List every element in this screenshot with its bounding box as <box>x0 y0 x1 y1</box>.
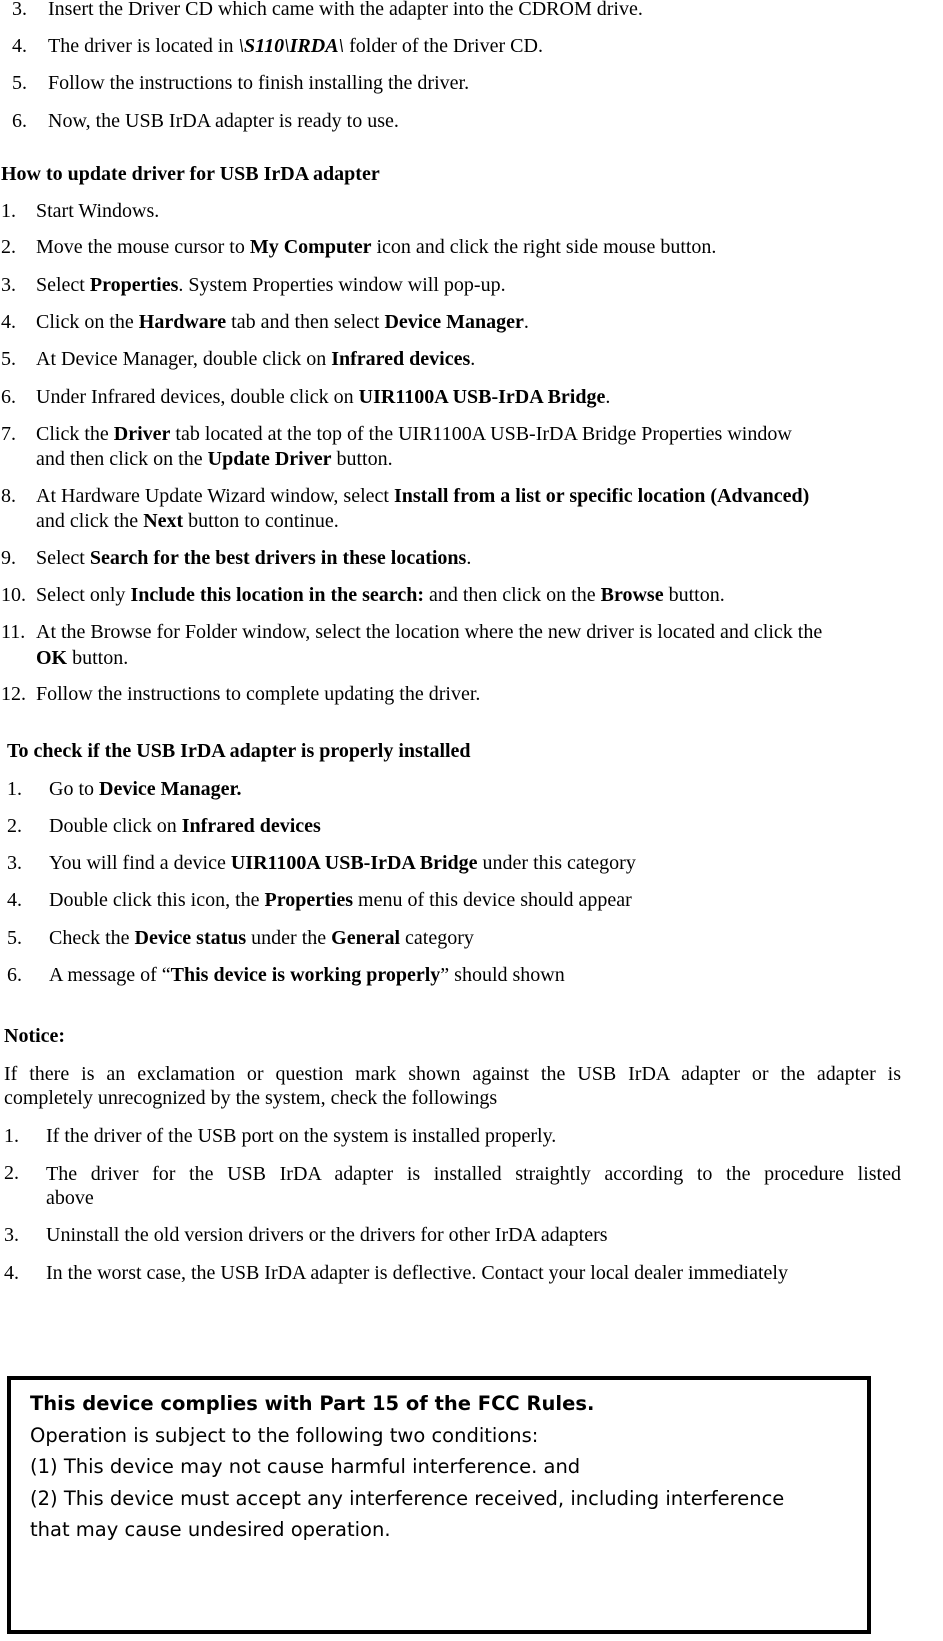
update-step-number: 4. <box>1 311 16 333</box>
notice-item-number: 3. <box>4 1224 19 1246</box>
update-step-text: Click the Driver tab located at the top of the UIR1100A USB-IrDA Bridge Properties window <box>36 423 792 445</box>
update-step-text: Follow the instructions to complete updating the driver. <box>36 683 481 705</box>
update-step-number: 11. <box>1 621 26 643</box>
update-step-number: 8. <box>1 485 16 507</box>
notice-item-text: The driver for the USB IrDA adapter is installed straightly according to the procedure listed <box>46 1163 901 1185</box>
update-step-text: Click on the Hardware tab and then select Device Manager. <box>36 311 529 333</box>
check-step-text: Double click on Infrared devices <box>49 815 321 837</box>
install-step-3-number: 3. <box>12 0 27 20</box>
update-step-number: 6. <box>1 386 16 408</box>
update-step-number: 3. <box>1 274 16 296</box>
update-step-text: Select only Include this location in the search: and then click on the Browse button. <box>36 584 725 606</box>
notice-item-text-continued: above <box>46 1187 94 1209</box>
check-step-number: 3. <box>7 852 22 874</box>
update-step-number: 5. <box>1 348 16 370</box>
update-step-text: Select Search for the best drivers in these locations. <box>36 547 472 569</box>
notice-item-number: 4. <box>4 1262 19 1284</box>
check-step-number: 1. <box>7 778 22 800</box>
check-step-number: 4. <box>7 889 22 911</box>
notice-item-text: Uninstall the old version drivers or the drivers for other IrDA adapters <box>46 1224 608 1246</box>
update-step-number: 10. <box>1 584 26 606</box>
notice-paragraph-line1: If there is an exclamation or question mark shown against the USB IrDA adapter or the adapter is <box>4 1063 901 1085</box>
notice-item-number: 2. <box>4 1162 19 1184</box>
check-step-text: Go to Device Manager. <box>49 778 242 800</box>
update-step-text: Under Infrared devices, double click on UIR1100A USB-IrDA Bridge. <box>36 386 611 408</box>
check-step-number: 2. <box>7 815 22 837</box>
check-step-number: 5. <box>7 927 22 949</box>
fcc-line-3: (2) This device must accept any interference received, including interference <box>30 1487 785 1510</box>
fcc-line-4: that may cause undesired operation. <box>30 1518 391 1541</box>
update-step-text-continued: and then click on the Update Driver button. <box>36 448 393 470</box>
update-step-number: 12. <box>1 683 26 705</box>
notice-item-text: If the driver of the USB port on the system is installed properly. <box>46 1125 557 1147</box>
update-step-number: 7. <box>1 423 16 445</box>
update-step-text-continued: OK button. <box>36 647 129 669</box>
install-step-5-text: Follow the instructions to finish installing the driver. <box>48 72 470 94</box>
install-step-4-text: The driver is located in \S110\IRDA\ folder of the Driver CD. <box>48 35 543 57</box>
update-step-text: At Device Manager, double click on Infrared devices. <box>36 348 476 370</box>
update-step-text: Start Windows. <box>36 200 160 222</box>
update-step-number: 1. <box>1 200 16 222</box>
update-step-number: 2. <box>1 236 16 258</box>
install-step-5-number: 5. <box>12 72 27 94</box>
fcc-line-2: (1) This device may not cause harmful interference. and <box>30 1455 581 1478</box>
install-step-6-number: 6. <box>12 110 27 132</box>
fcc-compliance-box <box>7 1376 871 1634</box>
install-step-6-text: Now, the USB IrDA adapter is ready to use. <box>48 110 399 132</box>
check-step-text: Double click this icon, the Properties menu of this device should appear <box>49 889 632 911</box>
notice-item-number: 1. <box>4 1125 19 1147</box>
update-step-text: Move the mouse cursor to My Computer icon and click the right side mouse button. <box>36 236 717 258</box>
check-step-text: Check the Device status under the General category <box>49 927 474 949</box>
update-step-text-continued: and click the Next button to continue. <box>36 510 339 532</box>
check-step-text: You will find a device UIR1100A USB-IrDA Bridge under this category <box>49 852 636 874</box>
notice-item-text: In the worst case, the USB IrDA adapter is deflective. Contact your local dealer immediately <box>46 1262 788 1284</box>
update-step-text: At the Browse for Folder window, select the location where the new driver is located and click the <box>36 621 823 643</box>
fcc-line-1: Operation is subject to the following two conditions: <box>30 1424 539 1447</box>
fcc-title: This device complies with Part 15 of the FCC Rules. <box>30 1392 595 1415</box>
check-step-number: 6. <box>7 964 22 986</box>
update-step-number: 9. <box>1 547 16 569</box>
install-step-4-number: 4. <box>12 35 27 57</box>
update-step-text: Select Properties. System Properties window will pop-up. <box>36 274 506 296</box>
check-install-heading: To check if the USB IrDA adapter is properly installed <box>7 740 471 762</box>
notice-paragraph-line2: completely unrecognized by the system, check the followings <box>4 1087 498 1109</box>
update-driver-heading: How to update driver for USB IrDA adapter <box>1 163 380 185</box>
notice-heading: Notice: <box>4 1025 66 1047</box>
install-step-3-text: Insert the Driver CD which came with the adapter into the CDROM drive. <box>48 0 643 20</box>
check-step-text: A message of “This device is working properly” should shown <box>49 964 565 986</box>
update-step-text: At Hardware Update Wizard window, select Install from a list or specific location (Advanced) <box>36 485 810 507</box>
